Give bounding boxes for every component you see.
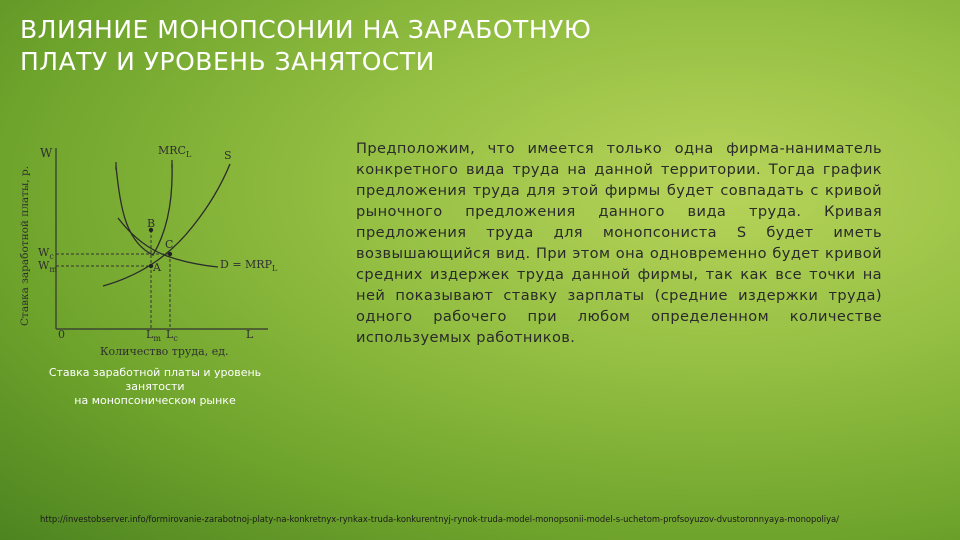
caption-line-2: на монопсоническом рынке	[74, 394, 236, 407]
y-axis-symbol: W	[40, 146, 53, 160]
x-axis-symbol: L	[246, 328, 254, 341]
point-c-label: C	[165, 238, 174, 251]
mrc-curve	[116, 164, 172, 255]
caption-line-1: Ставка заработной платы и уровень занятости	[48, 366, 262, 393]
demand-label: $D = MRP_L$	[220, 258, 278, 273]
x-axis-title: Количество труда, ед.	[100, 345, 229, 358]
y-axis-title: Ставка заработной платы, р.	[19, 165, 31, 326]
lc-label: $L_c$	[166, 328, 178, 343]
title-line-2: ПЛАТУ И УРОВЕНЬ ЗАНЯТОСТИ	[20, 47, 435, 76]
lm-label: $L_m$	[146, 328, 161, 343]
supply-curve	[103, 164, 230, 286]
point-b-label: B	[147, 217, 156, 230]
monopsony-graph	[8, 126, 294, 358]
monopsony-diagram	[8, 126, 294, 358]
explanation-paragraph: Предположим, что имеется только одна фирма-наниматель конкретного вида труда на данной территории. Тогда график предложения труда для этой фирмы будет совпадать с кривой рыночного предложения данного вида труда. Кривая предложения труда для монопсониста S будет иметь возвышающийся вид. При этом она одновременно будет кривой средних издержек труда данной фирмы, так как все точки на ней показывают ставку зарплаты (средние издержки труда) одного рабочего при любом определенном количестве используемых работников.	[356, 140, 882, 346]
mrc-label: $MRC_L$	[158, 144, 192, 159]
supply-label: S	[224, 149, 232, 162]
slide-title	[20, 14, 720, 78]
title-line-1: ВЛИЯНИЕ МОНОПСОНИИ НА ЗАРАБОТНУЮ	[20, 15, 592, 44]
wm-label: $W_m$	[38, 259, 57, 274]
source-link[interactable]: http://investobserver.info/formirovanie-zarabotnoj-platy-na-konkretnyx-rynkax-truda-konkurentnyj-rynok-truda-model-monopsonii-model-s-uchetom-profsoyuzov-dvustoronnyaya-monopoliya/	[40, 514, 840, 524]
point-a-label: A	[153, 261, 161, 274]
wc-label: $W_c$	[38, 246, 54, 261]
point-c-dot	[168, 252, 172, 256]
origin-label: 0	[58, 328, 65, 341]
diagram-caption	[30, 366, 280, 408]
